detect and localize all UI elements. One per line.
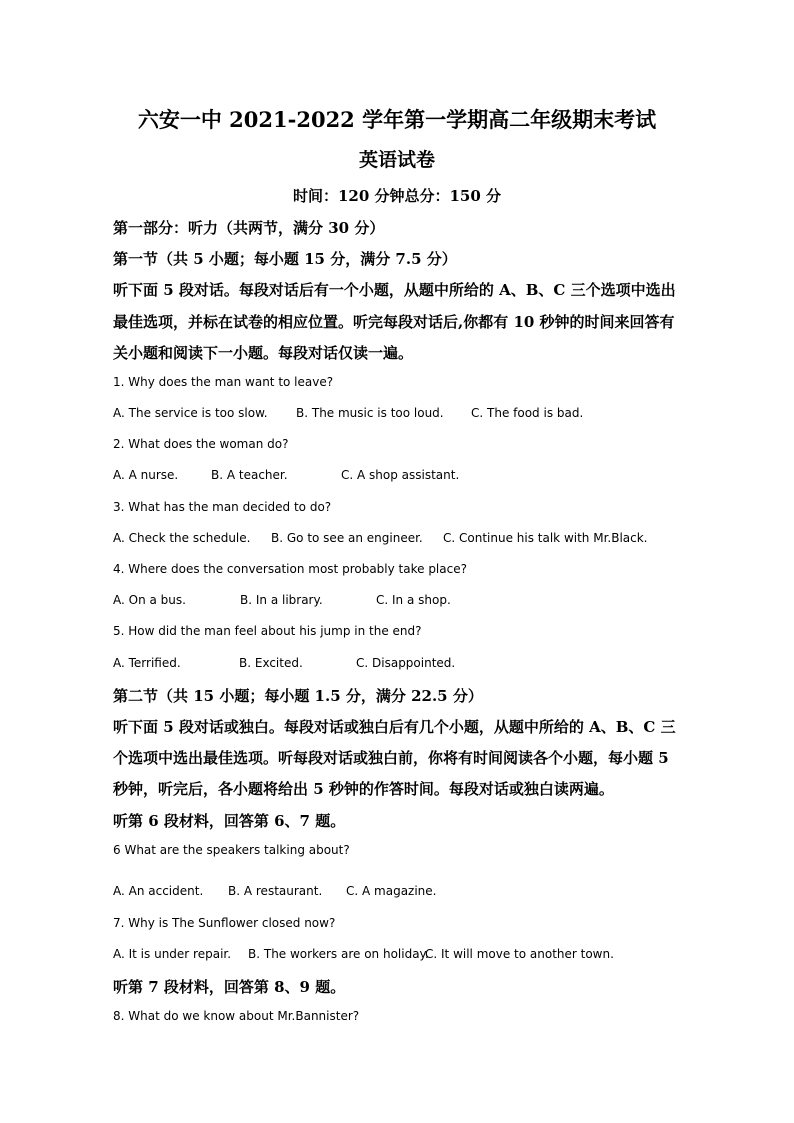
passage7-heading: 听第 7 段材料，回答第 8、9 题。 xyxy=(113,978,346,996)
question-2: 2. What does the woman do? xyxy=(113,437,289,451)
question-1: 1. Why does the man want to leave? xyxy=(113,375,334,389)
section1-instruction-line: 关小题和阅读下一小题。每段对话仅读一遍。 xyxy=(113,344,414,362)
question-5-option-b: B. Excited. xyxy=(239,656,303,670)
question-7: 7. Why is The Sunflower closed now? xyxy=(113,916,336,930)
question-5-option-c: C. Disappointed. xyxy=(356,656,456,670)
question-3-option-b: B. Go to see an engineer. xyxy=(271,531,423,545)
question-7-option-c: C. It will move to another town. xyxy=(425,947,614,961)
question-1-option-c: C. The food is bad. xyxy=(471,406,584,420)
question-4-option-b: B. In a library. xyxy=(240,593,323,607)
question-4: 4. Where does the conversation most probably take place? xyxy=(113,562,467,576)
question-2-option-c: C. A shop assistant. xyxy=(341,468,460,482)
question-2-option-b: B. A teacher. xyxy=(211,468,288,482)
section2-instruction-line: 秒钟，听完后，各小题将给出 5 秒钟的作答时间。每段对话或独白读两遍。 xyxy=(113,780,614,798)
question-3: 3. What has the man decided to do? xyxy=(113,500,332,514)
question-1-option-b: B. The music is too loud. xyxy=(296,406,444,420)
question-1-option-a: A. The service is too slow. xyxy=(113,406,268,420)
question-6: 6 What are the speakers talking about? xyxy=(113,843,350,857)
question-4-option-c: C. In a shop. xyxy=(376,593,451,607)
question-5-option-a: A. Terrified. xyxy=(113,656,181,670)
question-3-option-c: C. Continue his talk with Mr.Black. xyxy=(443,531,648,545)
section2-heading: 第二节（共 15 小题；每小题 1.5 分，满分 22.5 分） xyxy=(113,687,483,705)
question-3-option-a: A. Check the schedule. xyxy=(113,531,251,545)
question-2-option-a: A. A nurse. xyxy=(113,468,179,482)
question-6-option-a: A. An accident. xyxy=(113,884,204,898)
part1-heading: 第一部分：听力（共两节，满分 30 分） xyxy=(113,219,385,237)
section2-instruction-line: 听下面 5 段对话或独白。每段对话或独白后有几个小题，从题中所给的 A、B、C 三 xyxy=(113,718,676,736)
passage6-heading: 听第 6 段材料，回答第 6、7 题。 xyxy=(113,812,346,830)
question-7-option-a: A. It is under repair. xyxy=(113,947,232,961)
section1-instruction-line: 最佳选项，并标在试卷的相应位置。听完每段对话后,你都有 10 秒钟的时间来回答有 xyxy=(113,313,675,331)
exam-time-info: 时间：120 分钟总分：150 分 xyxy=(292,187,502,205)
question-8: 8. What do we know about Mr.Bannister? xyxy=(113,1009,360,1023)
question-7-option-b: B. The workers are on holiday. xyxy=(248,947,429,961)
question-6-option-c: C. A magazine. xyxy=(346,884,437,898)
exam-subtitle: 英语试卷 xyxy=(358,149,435,171)
question-6-option-b: B. A restaurant. xyxy=(228,884,323,898)
question-5: 5. How did the man feel about his jump in the end? xyxy=(113,624,422,638)
exam-title: 六安一中 2021-2022 学年第一学期高二年级期末考试 xyxy=(137,107,657,132)
section1-heading: 第一节（共 5 小题；每小题 15 分，满分 7.5 分） xyxy=(113,250,457,268)
section2-instruction-line: 个选项中选出最佳选项。听每段对话或独白前，你将有时间阅读各个小题，每小题 5 xyxy=(113,749,669,767)
question-4-option-a: A. On a bus. xyxy=(113,593,186,607)
section1-instruction-line: 听下面 5 段对话。每段对话后有一个小题，从题中所给的 A、B、C 三个选项中选出 xyxy=(113,281,676,299)
